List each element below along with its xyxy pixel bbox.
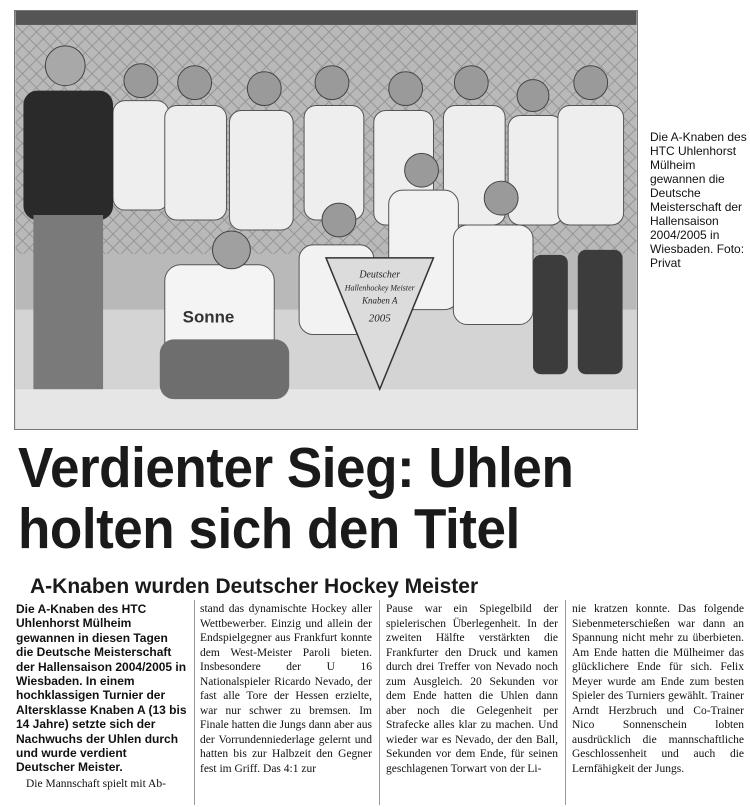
team-photo-illustration <box>15 11 637 429</box>
headline-line-2: holten sich den Titel <box>18 497 520 561</box>
column-divider <box>194 600 195 805</box>
headline <box>18 438 692 560</box>
article-column-1-body: Die Mannschaft spielt mit Ab- <box>26 777 166 790</box>
article-lead: Die A-Knaben des HTC Uhlenhorst Mülheim gewannen in diesen Tagen die Deutsche Meisterschaft der Hallensaison 2004/2005 in Wiesbaden. In einem hochklassigen Turnier der Altersklasse Knaben A (13 bis 14 Jahre) setzte sich der Nachwuchs der Uhlen durch und wurde verdient Deutscher Meister. <box>16 602 187 775</box>
pennant-line-1: Deutscher <box>359 269 401 281</box>
article-column-4 <box>572 602 744 776</box>
article-column-2-text: stand das dynamischte Hockey aller Wettbewerber. Einzig und allein der Endspielgegner aus Frankfurt konnte dem West-Meister Paroli bieten. Insbesondere der U 16 Nationalspieler Ricardo Nevado, der fast alle Tore der Hessen erzielte, war nur schwer zu bremsen. Im Finale hatten die Jungs dann aber aus der Vorrundenniederlage gelernt und hatten bis zur Halbzeit den Gegner fest im Griff. Das 4:1 zur <box>200 603 372 775</box>
column-divider <box>565 600 566 805</box>
photo-caption: Die A-Knaben des HTC Uhlenhorst Mülheim gewannen die Deutsche Meisterschaft der Hallensaison 2004/2005 in Wiesbaden. Foto: Privat <box>650 130 747 270</box>
pennant-line-2: Hallenhockey Meister <box>344 283 415 293</box>
pennant-line-3: Knaben A <box>362 295 398 306</box>
article-column-3 <box>386 602 558 776</box>
subheadline: A-Knaben wurden Deutscher Hockey Meister <box>30 575 479 598</box>
article-column-2 <box>200 602 372 776</box>
shirt-text: Sonne <box>182 307 235 327</box>
article-column-4-text: nie kratzen konnte. Das folgende Siebenmeterschießen war dann an Spannung nicht mehr zu überbieten. Am Ende hatten die Mülheimer das glücklichere Ende für sich. Felix Meyer wurde am Ende zum besten Spieler des Turniers gewählt. Trainer Arndt Herzbruch und Co-Trainer Nico Sonnenschein lobten ausdrücklich die mannschaftliche Geschlossenheit und auch die Lernfähigkeit der Jungs. <box>572 603 744 775</box>
article-column-1 <box>16 602 188 791</box>
column-divider <box>379 600 380 805</box>
article-column-3-text: Pause war ein Spiegelbild der spielerischen Überlegenheit. In der zweiten Hälfte verstärkten die Frankfurter den Druck und kamen durch drei Treffer von Nevado noch zum Ausgleich. 20 Sekunden vor dem Ende hatten die Uhlen dann aber noch die Gelegenheit per Strafecke alles klar zu machen. Und wieder war es Nevado, der den Ball, Sekunden vor dem Ende, für seinen geschlagenen Torwart von der Li- <box>386 603 558 775</box>
team-photo <box>14 10 638 430</box>
pennant-line-4: 2005 <box>368 312 391 325</box>
headline-line-1: Verdienter Sieg: Uhlen <box>18 436 574 500</box>
